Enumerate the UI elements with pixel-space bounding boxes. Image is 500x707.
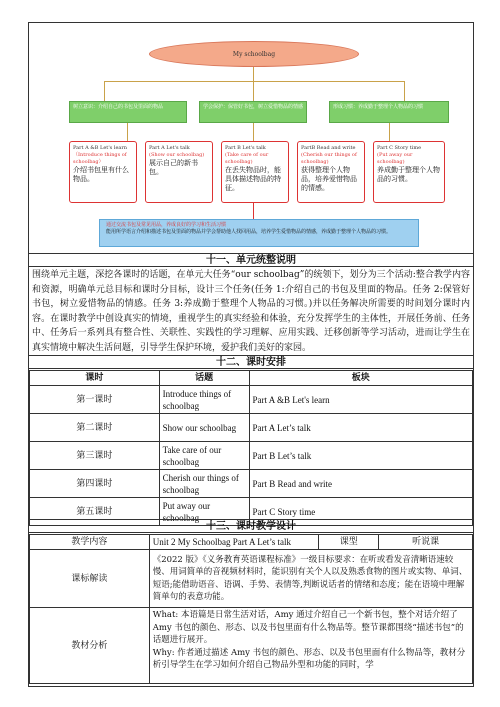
lesson-desc: 养成勤于整理个人物品的习惯。 bbox=[377, 166, 440, 183]
header-part: 板块 bbox=[249, 371, 472, 386]
type-label: 课型 bbox=[319, 535, 379, 550]
analysis-why: Why: 作者通过描述 Amy 书包的颜色、形态、以及书包里面有什么物品等，教材分析引导学生在学习如何介绍自己物品外型和功能的同时，学 bbox=[152, 647, 466, 670]
topic-cell: Show our schoolbag bbox=[159, 414, 249, 442]
lesson-box-2 bbox=[145, 141, 213, 203]
diagram-title: My schoolbag bbox=[149, 41, 359, 67]
schedule-table bbox=[29, 370, 473, 526]
goal-box-1: 树立意识：介绍自己的书包及里面的物品 bbox=[69, 101, 187, 123]
lesson-box-4 bbox=[297, 141, 365, 203]
section-12-heading: 十二、课时安排 bbox=[29, 355, 473, 369]
goal-box-2: 学会保护：保管好书包，树立爱惜物品的情感 bbox=[199, 101, 307, 123]
document-page bbox=[28, 22, 474, 687]
period-cell: 第五课时 bbox=[30, 498, 160, 526]
lesson-desc: 展示自己的新书包。 bbox=[149, 159, 198, 176]
section-11-text: 围绕单元主题，深挖各课时的话题，在单元大任务“our schoolbag”的统领下，划分为三个活动:整合教学内容和资源，明确单元总目标和课时分目标，设计三个任务(任务 1:介绍自己的书包及里面的物品。任务 2:保管好书包，树立爱惜物品的情感。任务 3:养成勤于整理个人物品的习惯。)并以任务解决所需要的时间划分课时内容。在课时教学中创设真实的情境，重视学生的真实经验和体验，充分发挥学生的主体性，开展任务前、任务中、任务后一系列具有整合性、关联性、实践性的学习理解、应用实践、迁移创新等学习活动，进而让学生在真实情境中解决生活问题，引导学生保护环境，爱护我们美好的家园。 bbox=[32, 270, 470, 353]
summary-title: 通过交流书包及常见用品，养成良好的学习和生活习惯 bbox=[106, 222, 227, 228]
lesson-design-table bbox=[29, 534, 473, 684]
summary-bar bbox=[99, 219, 419, 247]
lesson-sub: (Put away our schoolbag) bbox=[377, 152, 413, 165]
topic-cell: Put away our schoolbag bbox=[159, 498, 249, 526]
content-value: Unit 2 My Schoolbag Part A Let’s talk bbox=[149, 535, 319, 550]
table-header-row bbox=[30, 371, 473, 386]
table-row bbox=[30, 470, 473, 498]
table-row bbox=[30, 386, 473, 414]
lesson-title: Part A &B Let's learn bbox=[73, 145, 127, 151]
lesson-desc: 介绍书包里有什么物品。 bbox=[73, 166, 129, 183]
unit-structure-diagram bbox=[29, 23, 475, 253]
lesson-title: Part A Let's talk bbox=[149, 145, 190, 151]
analysis-cell bbox=[149, 608, 472, 684]
period-cell: 第一课时 bbox=[30, 386, 160, 414]
lesson-box-1 bbox=[69, 141, 137, 203]
part-cell: Part A Let’s talk bbox=[249, 414, 472, 442]
period-cell: 第四课时 bbox=[30, 470, 160, 498]
content-label: 教学内容 bbox=[30, 535, 150, 550]
lesson-title: PartB Read and write bbox=[301, 145, 356, 151]
lesson-title: Part B Let's talk bbox=[225, 145, 266, 151]
part-cell: Part B Let’s talk bbox=[249, 442, 472, 470]
lesson-sub: (Cherish our things of schoolbag) bbox=[301, 152, 357, 165]
section-11-heading: 十一、单元统整说明 bbox=[29, 253, 473, 267]
topic-cell: Introduce things of schoolbag bbox=[159, 386, 249, 414]
standard-text: 《2022 版》《义务教育英语课程标准》一级目标要求：在听或看发音清晰语速较慢、用词简单的音视频材料时，能识别有关个人以及熟悉食物的图片或实物、单词、短语;能借助语音、语调、手势、表情等,判断说话者的情绪和态度；能在语境中理解简单句的表意功能。 bbox=[149, 550, 472, 608]
table-row bbox=[30, 442, 473, 470]
section-13-heading: 十三、课时教学设计 bbox=[29, 519, 473, 533]
type-value: 听说课 bbox=[379, 535, 473, 550]
lesson-box-3 bbox=[221, 141, 289, 203]
summary-text: 能用所学语言介绍和描述书包及里面的物品并学会帮助他人找回用品，培养学生爱惜物品的情感，养成勤于整理个人物品的习惯。 bbox=[106, 229, 392, 235]
lesson-sub: (Take care of our schoolbag) bbox=[225, 152, 269, 165]
topic-cell: Take care of our schoolbag bbox=[159, 442, 249, 470]
analysis-row bbox=[30, 608, 473, 684]
header-period: 课时 bbox=[30, 371, 160, 386]
header-topic: 话题 bbox=[159, 371, 249, 386]
lesson-title: Part C Story time bbox=[377, 145, 422, 151]
period-cell: 第三课时 bbox=[30, 442, 160, 470]
content-row bbox=[30, 535, 473, 550]
goal-box-3: 形成习惯：养成勤于整理个人物品的习惯 bbox=[329, 101, 449, 123]
part-cell: Part C Story time bbox=[249, 498, 472, 526]
lesson-sub: (Show our schoolbag) bbox=[149, 152, 205, 158]
part-cell: Part A &B Let's learn bbox=[249, 386, 472, 414]
analysis-label: 教材分析 bbox=[30, 608, 150, 684]
period-cell: 第二课时 bbox=[30, 414, 160, 442]
lesson-sub: （Introduce things of schoolbag） bbox=[73, 152, 127, 165]
lesson-box-5 bbox=[373, 141, 445, 203]
standard-row bbox=[30, 550, 473, 608]
lesson-desc: 获得整理个人物品，培养爱惜物品的情感。 bbox=[301, 166, 357, 192]
topic-cell: Cherish our things of schoolbag bbox=[159, 470, 249, 498]
table-row bbox=[30, 414, 473, 442]
lesson-desc: 在丢失物品时，能具体描述物品的特征。 bbox=[225, 166, 281, 192]
part-cell: Part B Read and write bbox=[249, 470, 472, 498]
standard-label: 课标解读 bbox=[30, 550, 150, 608]
analysis-what: What: 本语篇是日常生活对话，Amy 通过介绍自己一个新书包，整个对话介绍了 Amy 书包的颜色、形态、以及书包里面有什么物品等。整节课都围绕“描述书包”的话题进行展开。 bbox=[152, 610, 464, 645]
